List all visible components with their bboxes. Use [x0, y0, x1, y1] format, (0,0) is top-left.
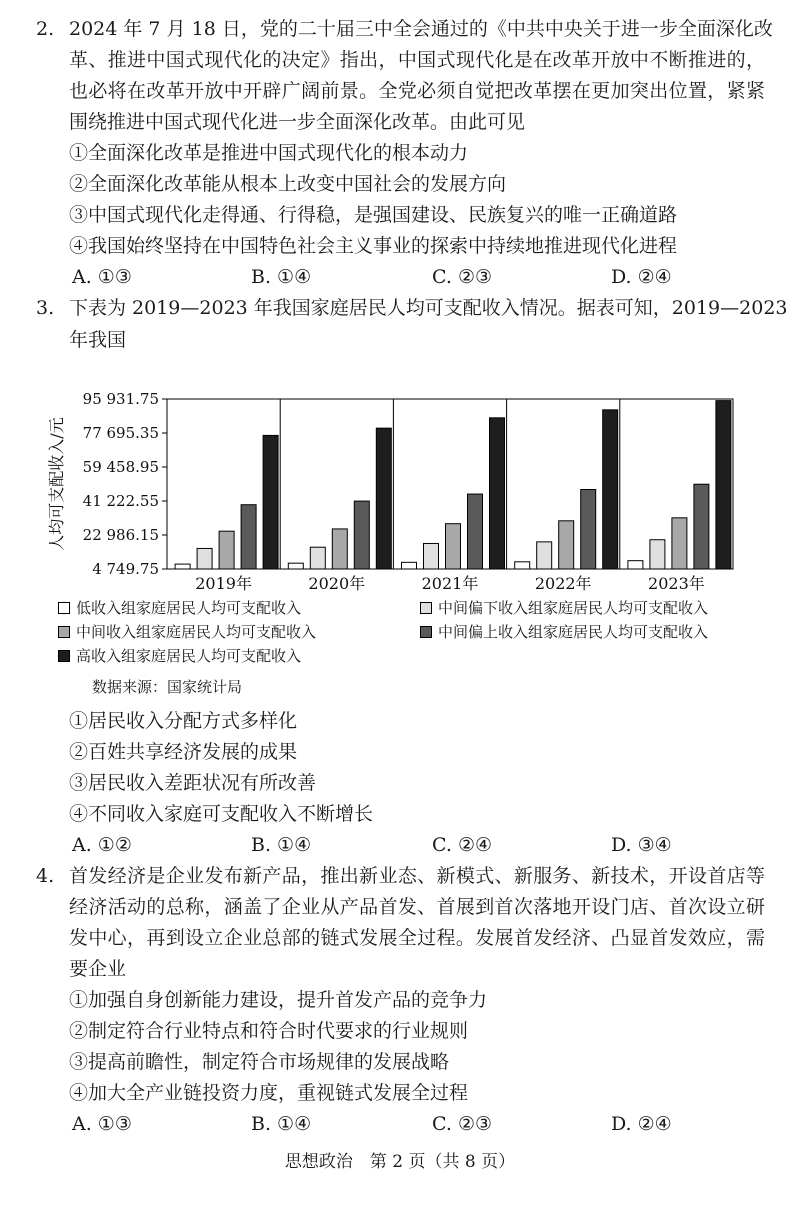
bar-2019年-s2 — [219, 531, 234, 569]
bar-2019年-s0 — [175, 564, 190, 569]
q4-statement-1: ①加强自身创新能力建设，提升首发产品的竞争力 — [69, 989, 488, 1011]
q2-stem-line-4: 围绕推进中国式现代化进一步全面深化改革。由此可见 — [69, 111, 526, 133]
income-bar-chart — [40, 385, 780, 600]
legend-label-low: 低收入组家庭居民人均可支配收入 — [76, 599, 302, 617]
q4-statement-3: ③提高前瞻性，制定符合市场规律的发展战略 — [69, 1051, 450, 1073]
q4-option-c[interactable]: C. ②③ — [432, 1113, 493, 1135]
page-footer: 思想政治 第 2 页（共 8 页） — [284, 1152, 516, 1172]
legend-swatch-high — [58, 650, 70, 662]
bar-2022年-s2 — [559, 521, 574, 569]
bar-2023年-s0 — [628, 561, 643, 569]
q4-stem-line-3: 发中心，再到设立企业总部的链式发展全过程。发展首发经济、凸显首发效应，需 — [69, 927, 765, 949]
q2-option-a[interactable]: A. ①③ — [72, 266, 132, 288]
q3-stem-line-2: 年我国 — [69, 329, 127, 351]
q3-statement-3: ③居民收入差距状况有所改善 — [69, 772, 317, 794]
q3-option-d[interactable]: D. ③④ — [611, 834, 672, 856]
q2-option-b[interactable]: B. ①④ — [251, 266, 312, 288]
q2-options — [0, 264, 800, 290]
bar-2023年-s4 — [716, 401, 731, 569]
q2-statement-2: ②全面深化改革能从根本上改变中国社会的发展方向 — [69, 173, 507, 195]
q3-option-a[interactable]: A. ①② — [72, 834, 132, 856]
legend-item-low — [58, 598, 301, 618]
bar-2019年-s3 — [241, 505, 256, 569]
q3-statement-2: ②百姓共享经济发展的成果 — [69, 741, 298, 763]
bar-2023年-s3 — [694, 484, 709, 569]
q2-option-c[interactable]: C. ②③ — [432, 266, 493, 288]
q3-number: 3. — [36, 297, 55, 319]
bar-2022年-s0 — [515, 562, 530, 569]
q4-statement-2: ②制定符合行业特点和符合时代要求的行业规则 — [69, 1020, 469, 1042]
q4-stem-line-4: 要企业 — [69, 958, 127, 980]
bar-2021年-s4 — [490, 418, 505, 569]
bar-2021年-s0 — [402, 562, 417, 569]
legend-swatch-low — [58, 602, 70, 614]
q4-option-a[interactable]: A. ①③ — [72, 1113, 132, 1135]
y-axis-label: 人均可支配收入/元 — [47, 417, 66, 551]
q3-options — [0, 832, 800, 858]
chart-source: 数据来源：国家统计局 — [92, 678, 243, 696]
bar-2021年-s1 — [424, 543, 439, 569]
bar-2022年-s3 — [581, 489, 596, 569]
bar-2023年-s2 — [672, 518, 687, 569]
q2-statement-3: ③中国式现代化走得通、行得稳，是强国建设、民族复兴的唯一正确道路 — [69, 204, 678, 226]
legend-item-middle — [58, 622, 316, 642]
q4-number: 4. — [36, 865, 55, 887]
bar-2022年-s4 — [603, 410, 618, 569]
q2-statement-1: ①全面深化改革是推进中国式现代化的根本动力 — [69, 142, 469, 164]
q3-option-c[interactable]: C. ②④ — [432, 834, 493, 856]
q3-statement-4: ④不同收入家庭可支配收入不断增长 — [69, 803, 374, 825]
q4-stem-line-1: 首发经济是企业发布新产品，推出新业态、新模式、新服务、新技术，开设首店等 — [69, 865, 765, 887]
legend-label-upper-middle: 中间偏上收入组家庭居民人均可支配收入 — [438, 623, 709, 641]
y-tick-label: 59 458.95 — [82, 458, 159, 476]
y-tick-label: 77 695.35 — [82, 424, 159, 442]
q3-option-b[interactable]: B. ①④ — [251, 834, 312, 856]
bar-2020年-s1 — [310, 547, 325, 569]
legend-label-middle: 中间收入组家庭居民人均可支配收入 — [76, 623, 317, 641]
y-tick-label: 41 222.55 — [82, 492, 159, 510]
q2-stem-line-2: 革、推进中国式现代化的决定》指出，中国式现代化是在改革开放中不断推进的， — [69, 49, 765, 71]
bar-2021年-s3 — [468, 494, 483, 569]
legend-item-high — [58, 646, 301, 666]
legend-label-high: 高收入组家庭居民人均可支配收入 — [76, 647, 302, 665]
q2-stem-line-1: 2024 年 7 月 18 日，党的二十届三中全会通过的《中共中央关于进一步全面深化改 — [69, 18, 773, 40]
bar-2020年-s0 — [288, 563, 303, 569]
y-tick-label: 4 749.75 — [92, 560, 159, 578]
y-tick-label: 95 931.75 — [82, 390, 159, 408]
q2-option-d[interactable]: D. ②④ — [611, 266, 672, 288]
q2-stem-line-3: 也必将在改革开放中开辟广阔前景。全党必须自觉把改革摆在更加突出位置，紧紧 — [69, 80, 765, 102]
q4-options — [0, 1111, 800, 1137]
bar-2020年-s2 — [332, 529, 347, 569]
q4-option-b[interactable]: B. ①④ — [251, 1113, 312, 1135]
q4-statement-4: ④加大全产业链投资力度，重视链式发展全过程 — [69, 1082, 469, 1104]
bar-2021年-s2 — [446, 524, 461, 569]
legend-swatch-upper-middle — [420, 626, 432, 638]
x-tick-label: 2020年 — [308, 574, 366, 593]
q2-statement-4: ④我国始终坚持在中国特色社会主义事业的探索中持续地推进现代化进程 — [69, 235, 678, 257]
bar-2019年-s1 — [197, 548, 212, 569]
q4-option-d[interactable]: D. ②④ — [611, 1113, 672, 1135]
legend-label-lower-middle: 中间偏下收入组家庭居民人均可支配收入 — [438, 599, 709, 617]
legend-item-upper-middle — [420, 622, 708, 642]
legend-swatch-middle — [58, 626, 70, 638]
bar-2020年-s4 — [376, 428, 391, 569]
x-tick-label: 2022年 — [534, 574, 592, 593]
x-tick-label: 2023年 — [648, 574, 705, 593]
bar-2023年-s1 — [650, 540, 665, 569]
bar-2022年-s1 — [537, 542, 552, 569]
y-tick-label: 22 986.15 — [82, 526, 159, 544]
bar-2019年-s4 — [263, 435, 278, 569]
q4-stem-line-2: 经济活动的总称，涵盖了企业从产品首发、首展到首次落地开设门店、首次设立研 — [69, 896, 765, 918]
bar-2020年-s3 — [354, 501, 369, 569]
q3-stem-line-1: 下表为 2019—2023 年我国家庭居民人均可支配收入情况。据表可知，2019—2023 — [69, 297, 788, 319]
x-tick-label: 2021年 — [421, 574, 479, 593]
q3-statement-1: ①居民收入分配方式多样化 — [69, 710, 298, 732]
x-tick-label: 2019年 — [195, 574, 252, 593]
legend-item-lower-middle — [420, 598, 708, 618]
q2-number: 2. — [36, 18, 55, 40]
legend-swatch-lower-middle — [420, 602, 432, 614]
